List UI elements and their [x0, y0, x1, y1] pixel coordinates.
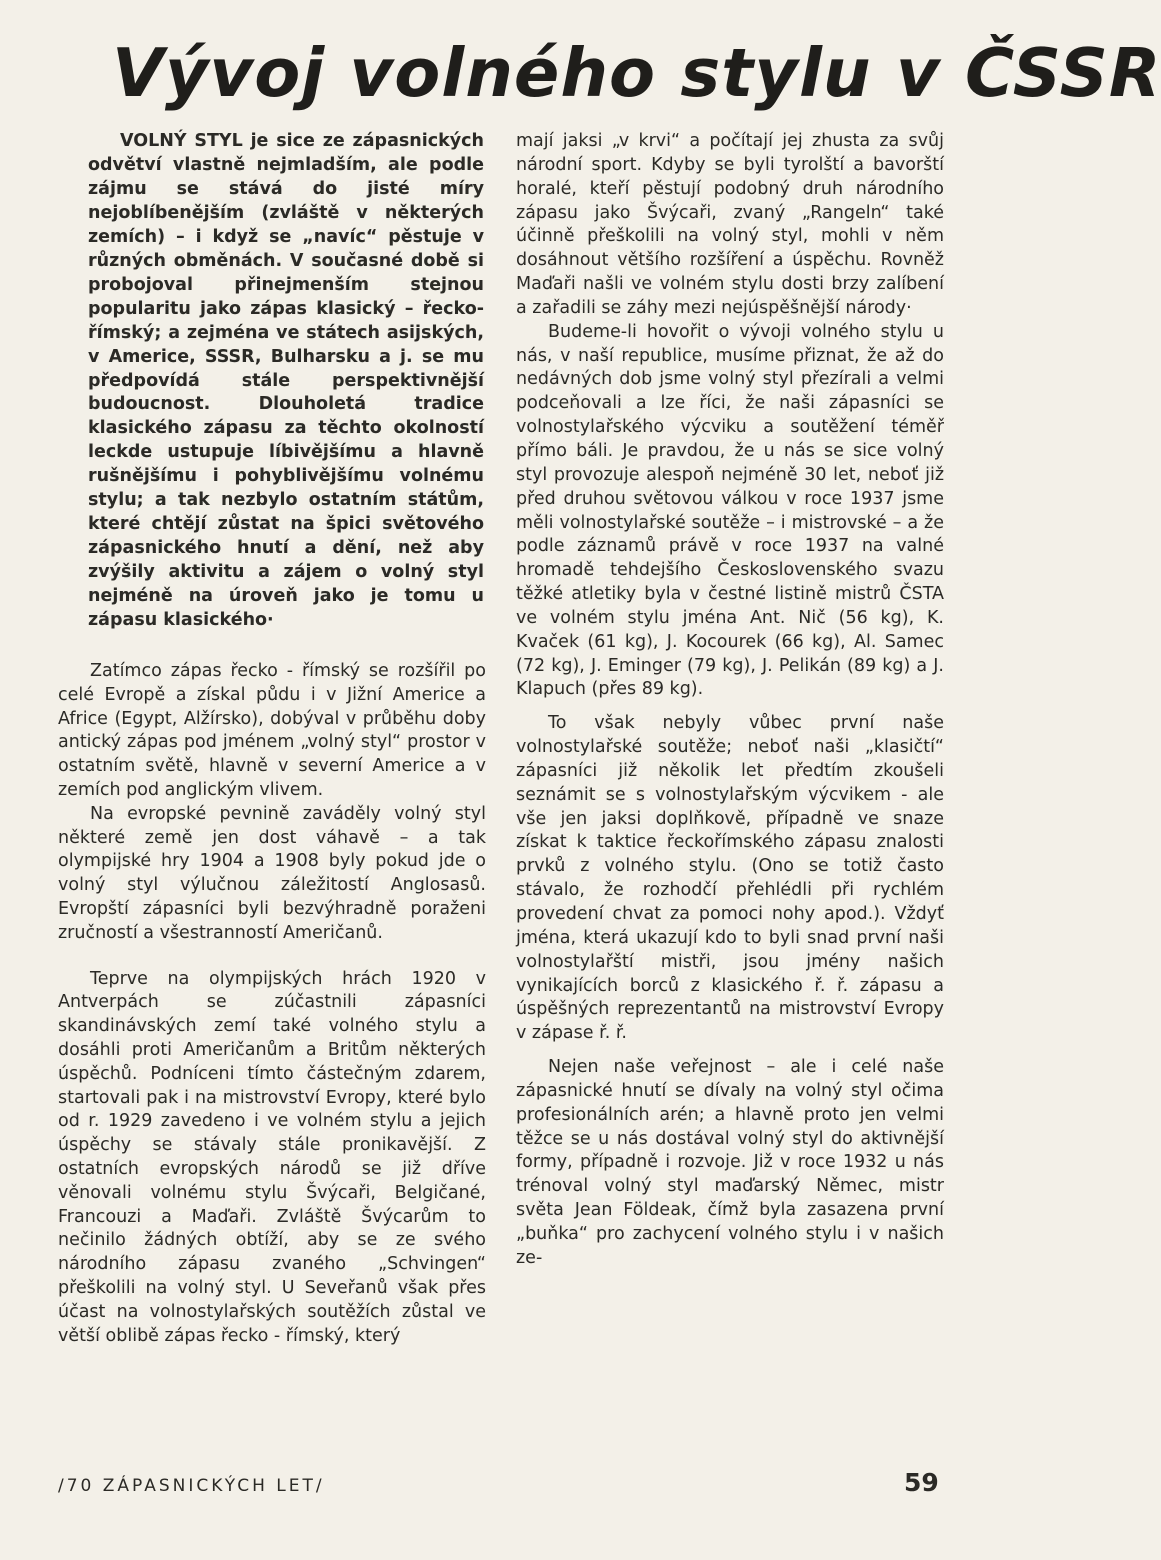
- lead-body: je sice ze zápasnických odvětví vlastně nejmladším, ale podle zájmu se stává do jisté míry nejoblíbenějším (zvláště v některých zemích) – i když se „navíc“ pěstuje v různých obměnách. V současné době si probojoval přinejmenším stejnou popularitu jako zápas klasický – řecko-římský; a zejména ve státech asijských, v Americe, SSSR, Bulharsku a j. se mu předpovídá stále perspektivnější budoucnost. Dlouholetá tradice klasického zápasu za těchto okolností leckde ustupuje líbivějšímu a hlavně rušnějšímu i pohyblivějšímu volnému stylu; a tak nezbylo ostatním státům, které chtějí zůstat na špici světového zápasnického hnutí a dění, než aby zvýšily aktivitu a zájem o volný styl nejméně na úroveň jako je tomu u zápasu klasického·: [88, 131, 485, 631]
- running-footer: /70 ZÁPASNICKÝCH LET/: [58, 1476, 325, 1496]
- body-paragraph: To však nebyly vůbec první naše volnostylařské soutěže; neboť naši „klasičtí“ zápasníci již několik let předtím zkoušeli seznámit se s volnostylařským výcvikem - ale vše jen jaksi doplňkově, případně ve snaze získat k taktice řeckořímského zápasu znalosti prvků z volného stylu. (Ono se totiž často stávalo, že rozhodčí přehlédli při rychlém provedení chvat za pomoci nohy apod.). Vždyť jména, která ukazují kdo to byli snad první naši volnostylařští mistři, jsou jmény našich vynikajících borců z klasického ř. ř. zápasu a úspěšných reprezentantů na mistrovství Evropy v zápase ř. ř.: [516, 713, 944, 1044]
- body-paragraph: Zatímco zápas řecko - římský se rozšířil po celé Evropě a získal půdu i v Jižní Americe a Africe (Egypt, Alžírsko), dobýval v průběhu doby antický zápas pod jménem „volný styl“ prostor v ostatním světě, hlavně v severní Americe a v zemích pod anglickým vlivem.: [58, 661, 486, 800]
- body-paragraph: Nejen naše veřejnost – ale i celé naše zápasnické hnutí se dívaly na volný styl očima profesionálních arén; a hlavně proto jen velmi těžce se u nás dostával volný styl do aktivnější formy, případně i rozvoje. Již v roce 1932 u nás trénoval volný styl maďarský Němec, mistr světa Jean Földeak, čímž byla zasazena první „buňka“ pro zachycení volného stylu i v našich ze-: [516, 1057, 944, 1268]
- lead-text: [88, 130, 484, 633]
- body-paragraph: Teprve na olympijských hrách 1920 v Antverpách se zúčastnili zápasníci skandinávských zemí také volného stylu a dosáhli proti Američanům a Britům některých úspěchů. Podníceni tímto částečným zdarem, startovali pak i na mistrovství Evropy, které bylo od r. 1929 zavedeno i ve volném stylu a jejich úspěchy se stávaly stále pronikavější. Z ostatních evropských národů se již dříve věnovali volnému stylu Švýcaři, Belgičané, Francouzi a Maďaři. Zvláště Švýcarům to nečinilo žádných obtíží, aby se ze svého národního zápasu zvaného „Schvingen“ přeškolili na volný styl. U Seveřanů však přes účast na volnostylařských soutěžích zůstal ve větší oblibě zápas řecko - římský, který: [58, 968, 486, 1346]
- page-number: 59: [904, 1468, 939, 1497]
- body-paragraph: Na evropské pevnině zaváděly volný styl některé země jen dost váhavě – a tak olympijské hry 1904 a 1908 byly pokud jde o volný styl výlučnou záležitostí Anglosasů. Evropští zápasníci byli bezvýhradně poraženi zručností a všestranností Američanů.: [58, 803, 486, 943]
- article-title: Vývoj volného stylu v ČSSR: [112, 34, 1161, 112]
- lead-paragraph: [88, 130, 484, 633]
- lead-start: VOLNÝ STYL: [120, 131, 243, 151]
- body-paragraph: Budeme-li hovořit o vývoji volného stylu u nás, v naší republice, musíme přiznat, že až do nedávných dob jsme volný styl přezírali a velmi podceňovali a lze říci, že naši zápasníci se volnostylařského výcviku a soutěžení téměř přímo báli. Je pravdou, že u nás se sice volný styl provozuje alespoň nejméně 30 let, neboť již před druhou světovou válkou v roce 1937 jsme měli volnostylařské soutěže – i mistrovské – a že podle záznamů právě v roce 1937 na valné hromadě tehdejšího Československého svazu těžké atletiky byla v čestné listině mistrů ČSTA ve volném stylu jména Ant. Nič (56 kg), K. Kvaček (61 kg), J. Kocourek (66 kg), Al. Samec (72 kg), J. Eminger (79 kg), J. Pelikán (89 kg) a J. Klapuch (přes 89 kg).: [516, 321, 944, 700]
- body-paragraph: mají jaksi „v krvi“ a počítají jej zhusta za svůj národní sport. Kdyby se byli tyrolští a bavorští horalé, kteří pěstují podobný druh národního zápasu jako Švýcaři, zvaný „Rangeln“ také účinně přeškolili na volný styl, mohli v něm dosáhnout většího rozšíření a úspěchu. Rovněž Maďaři našli ve volném stylu dosti brzy zalíbení a zařadili se záhy mezi nejúspěšnější národy·: [516, 131, 944, 318]
- left-column: [58, 660, 486, 1348]
- right-column: [516, 130, 944, 1271]
